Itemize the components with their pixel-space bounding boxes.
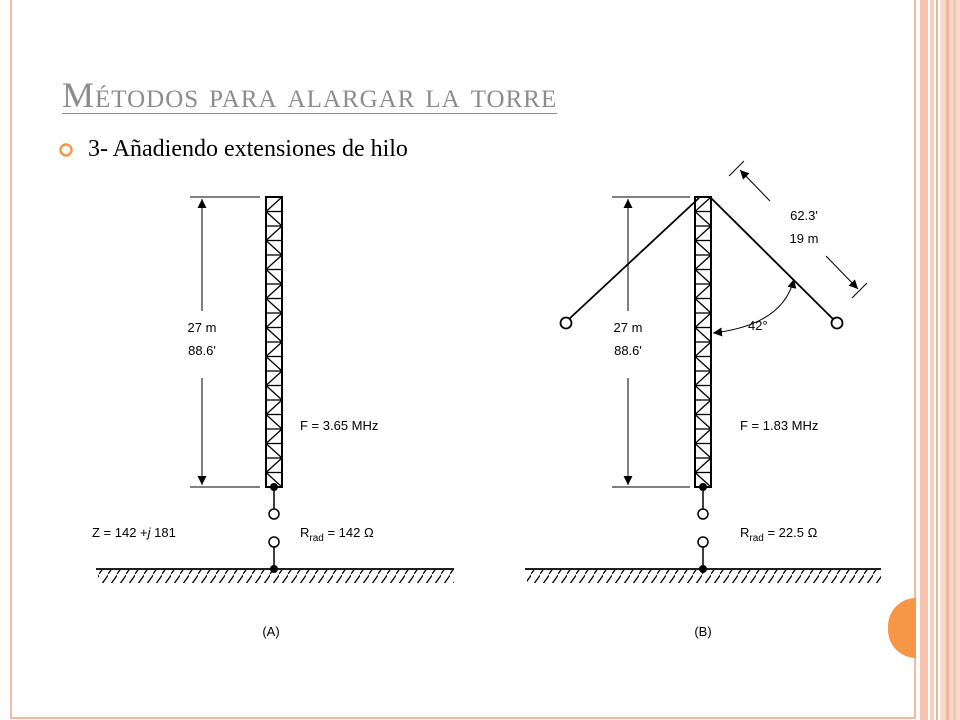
feed-point-a [269,483,279,573]
insulator-left [561,318,572,329]
wire-length-arrow [740,170,770,201]
dimension-tick [729,161,744,176]
angle-label: 42° [748,318,768,333]
tower-b [695,197,711,487]
bullet-text: 3- Añadiendo extensiones de hilo [88,136,408,162]
feed-point-b [698,483,708,573]
tower-lattice [266,197,282,487]
slide-title: Métodos para alargar la torre [62,75,558,115]
height-ft-label: 88.6' [614,343,642,358]
radiation-resistance-label: $R_{rad} = 22.5$ Ω [740,525,818,544]
frequency-label: F = 1.83 MHz [740,418,819,433]
figure-caption-a: (A) [262,624,280,639]
panel-b [525,161,881,639]
panel-a [92,197,454,639]
wire-length-m-label: 19 m [789,231,819,246]
ground-a [96,569,454,583]
ground-b [525,569,881,583]
extension-wire-left [568,198,699,320]
tower-lattice [695,197,711,487]
radiation-resistance-label: $R_{rad} = 142$ Ω [300,525,374,544]
wire-length-arrow [826,256,858,289]
wire-length-ft-label: 62.3' [790,208,818,223]
height-ft-label: 88.6' [188,343,216,358]
figure-caption-b: (B) [694,624,712,639]
height-m-label: 27 m [613,320,643,335]
height-m-label: 27 m [187,320,217,335]
tower-a [266,197,282,487]
frequency-label: F = 3.65 MHz [300,418,379,433]
impedance-label: Z = 142 +j 181 [92,525,176,540]
insulator-right [832,318,843,329]
